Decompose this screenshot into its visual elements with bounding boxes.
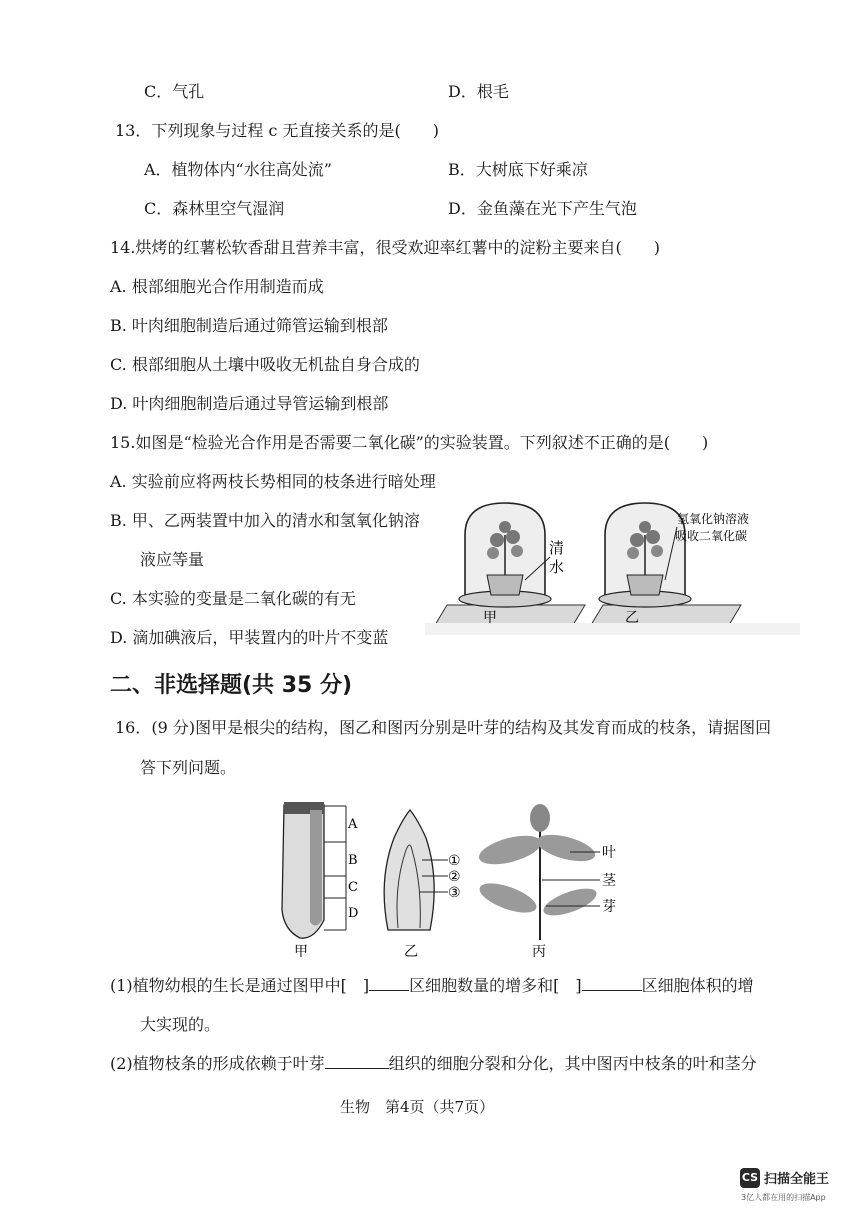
q12-option-c: C．气孔 bbox=[144, 82, 205, 101]
q16-sub2: (2)植物枝条的形成依赖于叶芽 组织的细胞分裂和分化，其中图丙中枝条的叶和茎分 bbox=[110, 1054, 757, 1073]
q13-option-a: A．植物体内“水往高处流” bbox=[144, 160, 332, 179]
label-yi: 乙 bbox=[625, 610, 639, 626]
q16-sub1-cont: 大实现的。 bbox=[140, 1015, 221, 1034]
caption-jia: 甲 bbox=[294, 944, 308, 960]
bud-label-2: ② bbox=[448, 869, 461, 885]
root-zone-c: C bbox=[348, 880, 358, 895]
branch-bud-label: 芽 bbox=[602, 899, 616, 915]
q16-sub1: (1)植物幼根的生长是通过图甲中[ ] 区细胞数量的增多和[ ] 区细胞体积的增 bbox=[110, 976, 754, 995]
q14-option-b: B. 叶肉细胞制造后通过筛管运输到根部 bbox=[110, 316, 388, 335]
q13-option-c: C．森林里空气湿润 bbox=[144, 199, 285, 218]
camscanner-logo-icon: CS bbox=[740, 1168, 760, 1188]
q15-option-b-line2: 液应等量 bbox=[140, 550, 205, 569]
caption-bing: 丙 bbox=[532, 944, 546, 960]
q16-stem-line2: 答下列问题。 bbox=[140, 758, 237, 777]
q15-option-d: D. 滴加碘液后，甲装置内的叶片不变蓝 bbox=[110, 628, 389, 647]
q12-option-d: D．根毛 bbox=[448, 82, 509, 101]
q14-stem: 14.烘烤的红薯松软香甜且营养丰富，很受欢迎率红薯中的淀粉主要来自( ) bbox=[110, 238, 660, 257]
q13-option-d: D．金鱼藻在光下产生气泡 bbox=[448, 199, 637, 218]
q15-experiment-figure bbox=[425, 495, 800, 635]
q14-option-c: C. 根部细胞从土壤中吸收无机盐自身合成的 bbox=[110, 355, 420, 374]
label-water-2: 水 bbox=[549, 558, 565, 576]
q15-option-a: A. 实验前应将两枝长势相同的枝条进行暗处理 bbox=[110, 472, 436, 491]
q15-option-c: C. 本实验的变量是二氧化碳的有无 bbox=[110, 589, 356, 608]
label-water-1: 清 bbox=[549, 539, 565, 557]
label-jia: 甲 bbox=[483, 610, 497, 626]
page-footer: 生物 第4页（共7页） bbox=[340, 1098, 495, 1116]
q14-option-a: A. 根部细胞光合作用制造而成 bbox=[110, 277, 324, 296]
q16-stem-line1: 16．(9 分)图甲是根尖的结构，图乙和图丙分别是叶芽的结构及其发育而成的枝条，请据图回 bbox=[115, 718, 772, 737]
q15-option-b-line1: B. 甲、乙两装置中加入的清水和氢氧化钠溶 bbox=[110, 511, 420, 530]
q14-option-d: D. 叶肉细胞制造后通过导管运输到根部 bbox=[110, 394, 389, 413]
bud-label-3: ③ bbox=[448, 885, 461, 901]
root-zone-b: B bbox=[348, 853, 358, 868]
q13-option-b: B．大树底下好乘凉 bbox=[448, 160, 588, 179]
root-zone-d: D bbox=[348, 906, 359, 921]
branch-stem-label: 茎 bbox=[602, 873, 616, 889]
label-naoh-1: 氢氧化钠溶液 bbox=[677, 512, 750, 526]
q13-stem: 13．下列现象与过程 c 无直接关系的是( ) bbox=[115, 121, 439, 140]
q15-stem: 15.如图是“检验光合作用是否需要二氧化碳”的实验装置。下列叙述不正确的是( ) bbox=[110, 433, 709, 452]
watermark-tagline: 3亿人都在用的扫描App bbox=[741, 1193, 826, 1202]
label-naoh-2: 吸收二氧化碳 bbox=[675, 529, 748, 543]
bud-label-1: ① bbox=[448, 853, 461, 869]
caption-yi: 乙 bbox=[404, 944, 418, 960]
root-zone-a: A bbox=[348, 817, 358, 832]
branch-leaf-label: 叶 bbox=[602, 845, 616, 861]
watermark-name: 扫描全能王 bbox=[764, 1172, 830, 1187]
section-title: 二、非选择题(共 35 分) bbox=[110, 673, 353, 698]
q16-figure bbox=[270, 790, 640, 960]
